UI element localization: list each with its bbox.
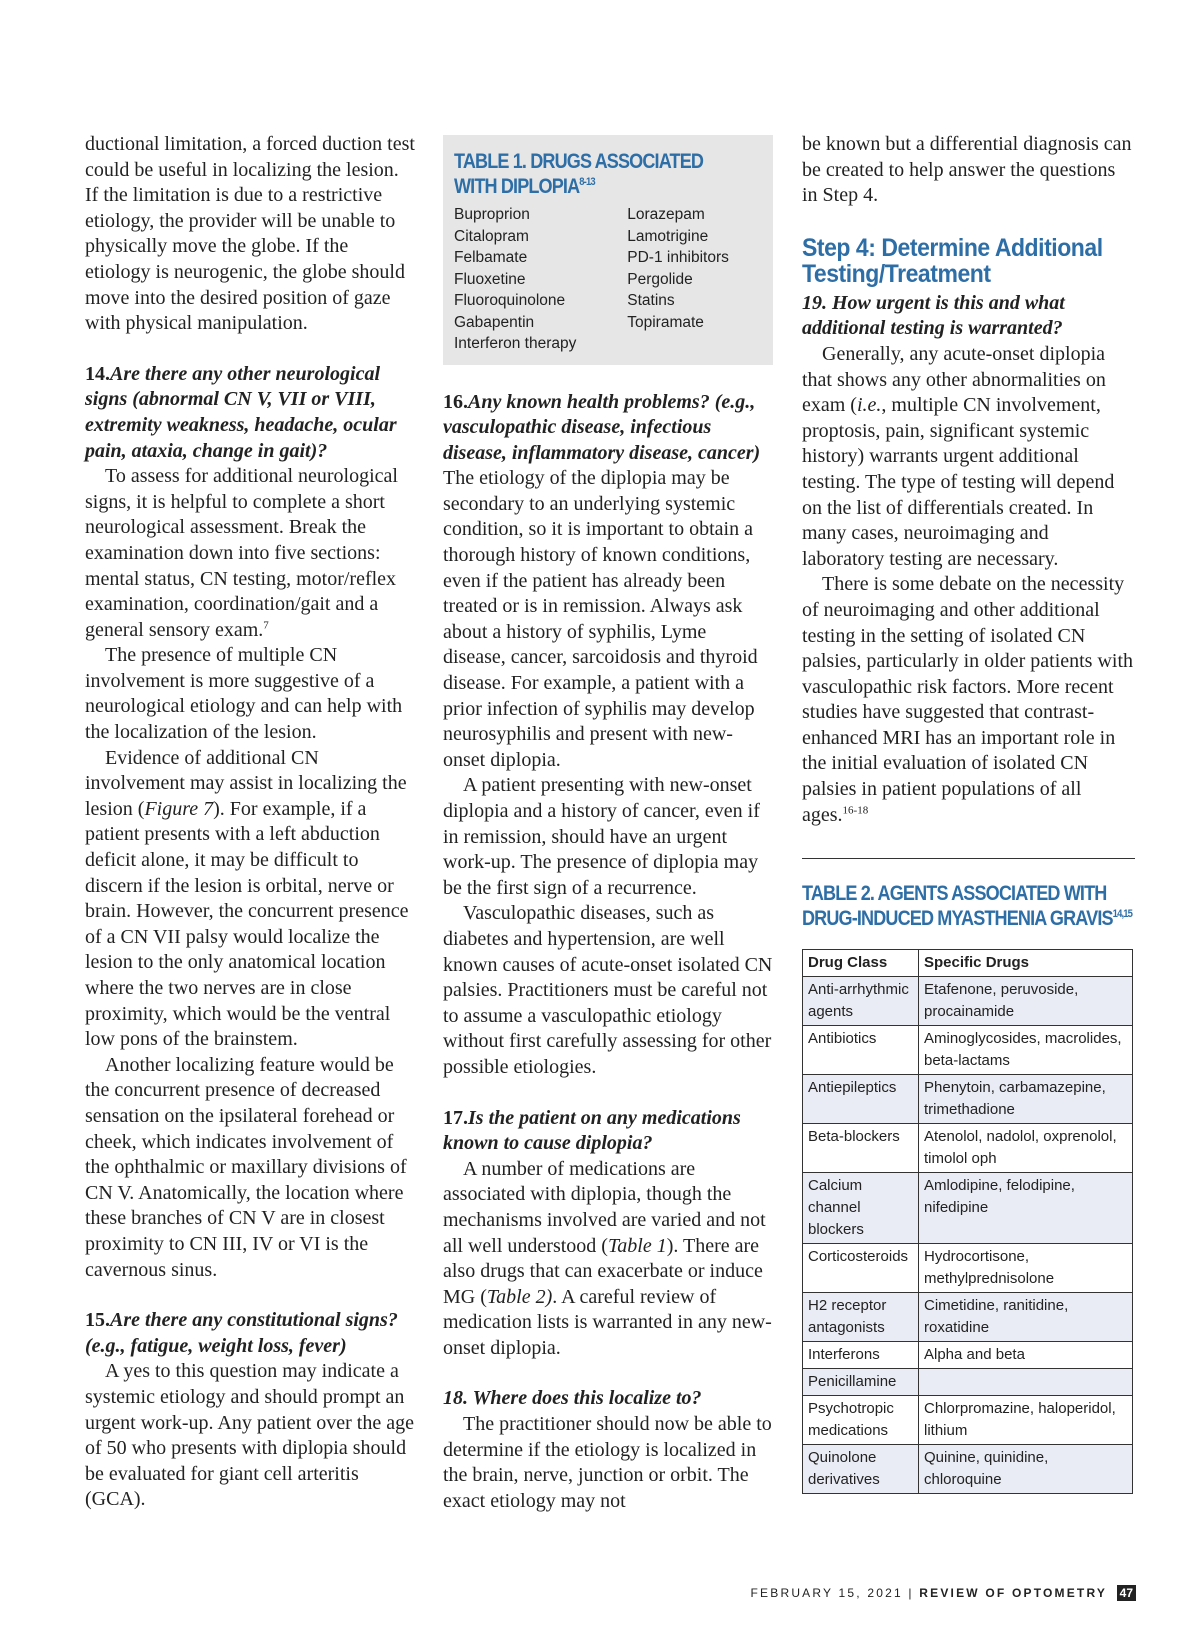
paragraph: A yes to this question may indicate a systemic etiology and should prompt an urgent work-up. Any patient over the age of 50 who presents with diplopia should be evaluated for giant cell arteritis (GCA). [85, 1360, 414, 1511]
page-footer [700, 1585, 1136, 1601]
paragraph: The etiology of the diplopia may be secondary to an underlying systemic condition, so it is important to obtain a thorough history of known conditions, even if the patient has already been treated or is in remission. Always ask about a history of syphilis, Lyme disease, cancer, sarcoidosis and thyroid disease. For example, a patient with a prior infection of syphilis may develop neurosyphilis and present with new-onset diplopia. [443, 467, 758, 771]
table-row: Anti-arrhythmic agents Etafenone, peruvoside, procainamide [803, 977, 1133, 1026]
section-heading: Step 4: Determine Additional Testing/Treatment [802, 233, 1103, 288]
table-row: Beta-blockers Atenolol, nadolol, oxprenolol, timolol oph [803, 1124, 1133, 1173]
list-item: Lamotrigine [627, 227, 709, 245]
figure-reference: Figure 7 [144, 797, 214, 820]
paragraph: ductional limitation, a forced duction test could be useful in localizing the lesion. If the limitation is due to a restrictive etiology, the provider will be unable to physically move the globe. If the etiology is neurogenic, the globe should move into the desired position of gaze with physical manipulation. [85, 133, 415, 335]
right-column [802, 132, 1135, 1494]
paragraph: There is some debate on the necessity of neuroimaging and other additional testing in the setting of isolated CN palsies, particularly in older patients with vasculopathic risk factors. More recent studies have suggested that contrast-enhanced MRI has an important role in the initial evaluation of isolated CN palsies in patient populations of all ages.$^{16-18}$ [802, 573, 1134, 826]
paragraph: Vasculopathic diseases, such as diabetes and hypertension, are well known causes of acute-onset isolated CN palsies. Practitioners must be careful not to assume a vasculopathic etiology without first carefully assessing for other possible etiologies. [443, 902, 773, 1078]
table-2 [802, 949, 1133, 1494]
issue-date: FEBRUARY 15, 2021 | [750, 1586, 914, 1600]
table-row: Antiepileptics Phenytoin, carbamazepine, trimethadione [803, 1075, 1133, 1124]
table-header: Drug Class [803, 950, 919, 977]
paragraph: Evidence of additional CN involvement may assist in localizing the lesion (Figure 7). For example, if a patient presents with a left abduction deficit alone, it may be difficult to discern if the lesion is orbital, nerve or brain. However, the concurrent presence of a CN VII palsy would localize the lesion to the only anatomical location where the two nerves are in close proximity, which would be the ventral low pons of the brainstem. [85, 746, 409, 1051]
list-item: Fluoxetine [454, 270, 526, 288]
divider [802, 858, 1135, 859]
page-number: 47 [1117, 1585, 1136, 1601]
question-17: 17.Is the patient on any medications known to cause diplopia? [443, 1106, 741, 1155]
list-item: Interferon therapy [454, 335, 577, 352]
list-item: Topiramate [627, 313, 704, 331]
table-1-list [454, 204, 762, 355]
table-header: Specific Drugs [919, 950, 1133, 977]
table-row: Calcium channel blockers Amlodipine, felodipine, nifedipine [803, 1173, 1133, 1244]
question-19: 19. How urgent is this and what additional testing is warranted? [802, 291, 1065, 340]
table-row: Psychotropic medications Chlorpromazine, haloperidol, lithium [803, 1396, 1133, 1445]
question-18: 18. Where does this localize to? [443, 1387, 702, 1410]
list-item: Felbamate [454, 249, 528, 266]
middle-column [443, 132, 773, 1514]
table-1-column-2 [627, 204, 762, 355]
list-item: Gabapentin [454, 313, 535, 331]
list-item: Buproprion [454, 206, 530, 223]
list-item: Pergolide [627, 270, 693, 288]
table-row: Interferons Alpha and beta [803, 1342, 1133, 1369]
table-row: H2 receptor antagonists Cimetidine, ranitidine, roxatidine [803, 1293, 1133, 1342]
publication-name: REVIEW OF OPTOMETRY [919, 1586, 1108, 1600]
table-reference: Table 1 [607, 1234, 667, 1257]
paragraph: A patient presenting with new-onset diplopia and a history of cancer, even if in remission, should have an urgent work-up. The presence of diplopia may be the first sign of a recurrence. [443, 774, 760, 899]
question-15: 15.Are there any constitutional signs? (e.g., fatigue, weight loss, fever) [85, 1309, 398, 1357]
list-item: Fluoroquinolone [454, 292, 566, 309]
table-reference: Table 2) [486, 1285, 553, 1308]
table-row: Penicillamine [803, 1369, 1133, 1396]
question-16: 16.Any known health problems? (e.g., vasculopathic disease, infectious disease, inflammatory disease, cancer) [443, 390, 761, 464]
paragraph: Another localizing feature would be the concurrent presence of decreased sensation on the ipsilateral forehead or cheek, which indicates involvement of the ophthalmic or maxillary divisions of CN V. Anatomically, the location where these branches of CN V are in closest proximity to CN III, IV or VI is the cavernous sinus. [85, 1053, 407, 1281]
paragraph: To assess for additional neurological signs, it is helpful to complete a short neurological assessment. Break the examination down into five sections: mental status, CN testing, motor/reflex examination, coordination/gait and a general sensory exam.$^7$ [85, 465, 398, 641]
paragraph: Generally, any acute-onset diplopia that shows any other abnormalities on exam (i.e., multiple CN involvement, proptosis, pain, significant systemic history) warrants urgent additional testing. The type of testing will depend on the list of differentials created. In many cases, neuroimaging and laboratory testing are necessary. [802, 342, 1115, 570]
list-item: Citalopram [454, 227, 529, 245]
paragraph: A number of medications are associated with diplopia, though the mechanisms involved are varied and not all well understood (Table 1). There are also drugs that can exacerbate or induce MG (Table 2). A careful review of medication lists is warranted in any new-onset diplopia. [443, 1157, 772, 1359]
table-row: Quinolone derivatives Quinine, quinidine, chloroquine [803, 1445, 1133, 1494]
table-row: Corticosteroids Hydrocortisone, methylprednisolone [803, 1244, 1133, 1293]
table-1-title: TABLE 1. DRUGS ASSOCIATED WITH DIPLOPIA$^{8-13}$ [454, 150, 704, 198]
paragraph: The presence of multiple CN involvement is more suggestive of a neurological etiology and can help with the localization of the lesion. [85, 644, 403, 744]
table-1-column-1 [454, 204, 627, 355]
list-item: Lorazepam [627, 206, 705, 223]
question-14: 14.Are there any other neurological signs (abnormal CN V, VII or VIII, extremity weakness, headache, ocular pain, ataxia, change in gait)? [85, 362, 397, 462]
table-row: Antibiotics Aminoglycosides, macrolides, beta-lactams [803, 1026, 1133, 1075]
table-1 [443, 135, 773, 365]
list-item: Statins [627, 292, 675, 309]
left-column [85, 132, 415, 1513]
paragraph: be known but a differential diagnosis can be created to help answer the questions in Step 4. [802, 133, 1132, 207]
table-2-title: TABLE 2. AGENTS ASSOCIATED WITH DRUG-INDUCED MYASTHENIA GRAVIS$^{14,15}$ [802, 882, 1133, 931]
paragraph: The practitioner should now be able to determine if the etiology is localized in the brain, nerve, junction or orbit. The exact etiology may not [443, 1413, 772, 1512]
list-item: PD-1 inhibitors [627, 249, 729, 266]
